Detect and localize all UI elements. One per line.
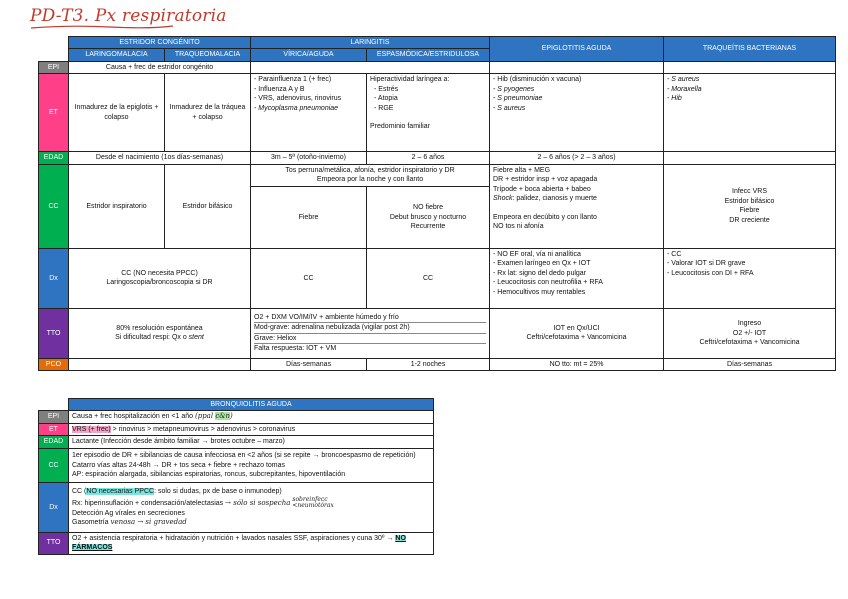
tto-traq-line: Ingreso — [737, 320, 762, 328]
pco-viral: Días-semanas — [251, 358, 367, 370]
dx-estridor — [69, 248, 251, 308]
cc-espasmodica — [367, 186, 490, 248]
et-viral-line: - Parainfluenza 1 (+ frec) — [254, 76, 332, 84]
tto-lar-line: Mod-grave: adrenalina nebulizada (vigilar post 2h) — [254, 323, 486, 333]
corner-empty — [39, 37, 69, 49]
et-esp-line: Hiperactividad laríngea a: — [370, 76, 450, 84]
bq-dx-l2-note-bottom: <neumotórax — [292, 501, 334, 509]
tto-lar-line: Grave: Heliox — [254, 334, 486, 344]
bq-dx-l2-note-top: sobreinfecc — [292, 495, 328, 503]
header-traqueitis: TRAQUEÍTIS BACTERIANAS — [664, 37, 836, 62]
et-viral — [251, 74, 367, 152]
bq-cc-line: AP: espiración alargada, sibilancias espiratorias, roncus, subcrepitantes, hipoventilación — [72, 470, 346, 478]
et-traq-line: - Hib — [667, 95, 682, 103]
bq-dx-l4-note: venosa → si gravedad — [110, 517, 187, 526]
tto-estridor — [69, 308, 251, 358]
et-esp-line: Predominio familiar — [370, 123, 430, 131]
tto-est-stent: stent — [188, 334, 204, 342]
row-label-et-2: ET — [39, 423, 69, 435]
epi-epiglotitis — [490, 61, 664, 73]
epi-traqueitis — [664, 61, 836, 73]
et-esp-line: - RGE — [374, 104, 394, 112]
et-traq-line: - S aureus — [667, 76, 700, 84]
et-esp-line: - Estrés — [374, 85, 399, 93]
cc-epi-line: Empeora en decúbito y con llanto — [493, 213, 597, 221]
cc-esp-line: Debut brusco y nocturno — [389, 213, 467, 221]
bq-dx-l4: Gasometría — [72, 518, 109, 526]
row-label-edad: EDAD — [39, 152, 69, 164]
row-label-tto-2: TTO — [39, 532, 69, 554]
cc-esp-line: Recurrente — [410, 222, 446, 230]
tto-epi-line: IOT en Qx/UCI — [553, 324, 600, 332]
bq-dx-l1-hl: NO necesarias PPCC — [86, 488, 155, 496]
et-epi-line: - S pneumoniae — [493, 95, 543, 103]
et-traqueitis — [664, 74, 836, 152]
row-label-dx: Dx — [39, 248, 69, 308]
et-traq-line: - Moraxella — [667, 85, 702, 93]
row-label-tto: TTO — [39, 308, 69, 358]
bq-dx-line3: Detección Ag vírales en secreciones — [72, 509, 185, 517]
bq-dx-l2: Rx: hiperinsuflación + condensación/atelectasias — [72, 499, 224, 507]
epi-estridor: Causa + frec de estridor congénito — [69, 61, 251, 73]
et-traqueomalacia: Inmadurez de la tráquea + colapso — [165, 74, 251, 152]
et-espasmodica — [367, 74, 490, 152]
edad-estridor: Desde el nacimiento (1os días-semanas) — [69, 152, 251, 164]
cc-shock-rest: : palidez, cianosis y muerte — [512, 195, 597, 203]
bq-epi-note — [195, 412, 233, 420]
cc-lar-line: Empeora por la noche y con llanto — [316, 176, 424, 184]
et-viral-line: - Mycoplasma pneumoniae — [254, 104, 339, 112]
cc-epiglotitis — [490, 164, 664, 248]
et-viral-line: - VRS, adenovirus, rinovirus — [254, 95, 342, 103]
corner-empty-2 — [39, 49, 69, 61]
et-viral-line: - Influenza A y B — [254, 85, 305, 93]
cc-laringomalacia: Estridor inspiratorio — [69, 164, 165, 248]
bq-epi-note-hl: c&n — [215, 412, 230, 421]
bq-dx-l1-pre: CC ( — [72, 488, 87, 496]
et-epi-line: - S pyogenes — [493, 85, 535, 93]
epi-laringitis — [251, 61, 490, 73]
edad-viral: 3m – 5ª (otoño-invierno) — [251, 152, 367, 164]
cc-epi-line — [493, 194, 660, 203]
tto-traq-line: Ceftri/cefotaxima + Vancomicina — [699, 338, 800, 346]
dx-traq-line: - Leucocitosis con DI + RFA — [667, 269, 754, 277]
edad-epiglotitis: 2 – 6 años (> 2 – 3 años) — [490, 152, 664, 164]
row-label-et: ET — [39, 74, 69, 152]
dx-epi-line: - Leucocitosis con neutrofilia + RFA — [493, 279, 603, 287]
cc-esp-line: NO fiebre — [413, 204, 443, 212]
row-label-epi: EPI — [39, 61, 69, 73]
pco-estridor — [69, 358, 251, 370]
tto-traqueitis — [664, 308, 836, 358]
cc-epi-line: NO tos ni afonía — [493, 222, 544, 230]
bq-epi-note-post: ) — [230, 412, 233, 421]
title-underline — [30, 24, 175, 30]
header-bronquiolitis: BRONQUIOLITIS AGUDA — [69, 399, 434, 411]
cc-traq-line: Estridor bifásico — [724, 197, 775, 205]
edad-traqueitis — [664, 152, 836, 164]
row-label-pco: PCO — [39, 358, 69, 370]
cc-traqueomalacia: Estridor bifásico — [165, 164, 251, 248]
edad-espasmodica: 2 – 6 años — [367, 152, 490, 164]
dx-epi-line: - Hemocultivos muy rentables — [493, 288, 586, 296]
pco-traqueitis: Días-semanas — [664, 358, 836, 370]
bq-dx-line2 — [72, 497, 430, 509]
header-estridor: ESTRIDOR CONGÉNITO — [69, 37, 251, 49]
pco-epiglotitis: NO tto: mt = 25% — [490, 358, 664, 370]
et-esp-spacer — [370, 113, 486, 122]
bq-cc-line: 1er episodio de DR + sibilancias de causa infecciosa en <2 años (si se repite → broncoespasmo de repetición) — [72, 452, 416, 460]
row-label-cc: CC — [39, 164, 69, 248]
dx-epi-line: - NO EF oral, vía ni analítica — [493, 250, 581, 258]
row-label-epi-2: EPI — [39, 411, 69, 423]
row-label-edad-2: EDAD — [39, 436, 69, 448]
tto-est-pre: Si dificultad respi: Qx o — [115, 334, 189, 342]
tto-epi-line: Ceftri/cefotaxima + Vancomicina — [526, 334, 627, 342]
cc-traqueitis — [664, 164, 836, 248]
dx-epi-line: - Rx lat: signo del dedo pulgar — [493, 269, 587, 277]
dx-espasmodica: CC — [367, 248, 490, 308]
page-title: PD-T3. Px respiratoria — [30, 6, 227, 26]
bq-dx-l1-post: : solo si dudas, px de base o inmunodep) — [154, 488, 282, 496]
bq-dx-line4 — [72, 518, 430, 527]
tto-traq-line: O2 +/- IOT — [732, 329, 767, 337]
tto-est-line: 80% resolución espontánea — [116, 324, 203, 332]
dx-epiglotitis — [490, 248, 664, 308]
bq-epi — [69, 411, 434, 423]
bq-cc-line: Catarro vías altas 24-48h → DR + tos seca + fiebre + rechazo tomas — [72, 461, 286, 469]
et-epi-line: - Hib (disminución x vacuna) — [493, 76, 582, 84]
bq-et-rest: > rinovirus > metapneumovirus > adenovirus > coronavirus — [110, 425, 296, 433]
corner-empty-3 — [39, 399, 69, 411]
cc-traq-line: DR creciente — [729, 216, 770, 224]
bq-dx — [69, 482, 434, 532]
bq-edad: Lactante (Infección desde ámbito familiar → brotes octubre – marzo) — [69, 436, 434, 448]
bq-tto-hl: NO FÁRMACOS — [72, 534, 406, 552]
et-esp-line: - Atopia — [374, 95, 398, 103]
cc-lar-line: Tos perruna/metálica, afonía, estridor inspiratorio y DR — [285, 166, 455, 174]
bq-tto — [69, 532, 434, 554]
cc-viral: Fiebre — [251, 186, 367, 248]
bronquiolitis-table — [38, 398, 434, 555]
bq-et — [69, 423, 434, 435]
croup-comparison-table — [38, 36, 836, 371]
dx-est-line: CC (NO necesita PPCC) — [121, 269, 198, 277]
header-viral: VÍRICA/AGUDA — [251, 49, 367, 61]
header-espasmodica: ESPASMÓDICA/ESTRIDULOSA — [367, 49, 490, 61]
cc-traq-line: Infecc VRS — [732, 188, 768, 196]
bq-dx-line1 — [72, 487, 430, 496]
cc-shock-word: Shock — [493, 195, 513, 203]
cc-epi-spacer — [493, 204, 660, 213]
bq-cc — [69, 448, 434, 482]
header-traqueomalacia: TRAQUEOMALACIA — [165, 49, 251, 61]
tto-epiglotitis — [490, 308, 664, 358]
bq-et-hl: VRS (+ frec) — [72, 425, 111, 433]
bq-dx-l2-stack — [292, 497, 333, 509]
bq-epi-text: Causa + frec hospitalización en <1 año — [72, 413, 194, 421]
cc-epi-line: Fiebre alta + MEG — [493, 166, 551, 174]
cc-epi-line: DR + estridor insp + voz apagada — [493, 176, 598, 184]
bq-epi-note-pre: (ppal — [194, 412, 214, 421]
dx-viral: CC — [251, 248, 367, 308]
header-epiglotitis: EPIGLOTITIS AGUDA — [490, 37, 664, 62]
tto-laringitis — [251, 308, 490, 358]
header-laringomalacia: LARINGOMALACIA — [69, 49, 165, 61]
cc-laringitis-common — [251, 164, 490, 186]
row-label-cc-2: CC — [39, 448, 69, 482]
dx-traq-line: - Valorar IOT si DR grave — [667, 260, 746, 268]
row-label-dx-2: Dx — [39, 482, 69, 532]
bq-dx-l2-note: → sólo si sospecha — [225, 498, 291, 507]
tto-lar-line: O2 + DXM VO/IM/IV + ambiente húmedo y frío — [254, 313, 486, 323]
bq-tto-text: O2 + asistencia respiratoria + hidratación y nutrición + lavados nasales SSF, aspiraciones y cuna 30º → — [72, 534, 394, 542]
tto-est-line — [72, 333, 247, 342]
dx-traq-line: - CC — [667, 250, 682, 258]
dx-traqueitis — [664, 248, 836, 308]
et-epi-line: - S aureus — [493, 104, 526, 112]
tto-lar-line: Falta respuesta: IOT + VM — [254, 345, 337, 353]
et-epiglotitis — [490, 74, 664, 152]
dx-est-line: Laringoscopia/broncoscopia si DR — [106, 279, 213, 287]
header-laringitis: LARINGITIS — [251, 37, 490, 49]
cc-traq-line: Fiebre — [739, 207, 760, 215]
cc-epi-line: Trípode + boca abierta + babeo — [493, 185, 591, 193]
pco-espasmodica: 1-2 noches — [367, 358, 490, 370]
dx-epi-line: - Examen laríngeo en Qx + IOT — [493, 260, 591, 268]
et-laringomalacia: Inmadurez de la epiglotis + colapso — [69, 74, 165, 152]
